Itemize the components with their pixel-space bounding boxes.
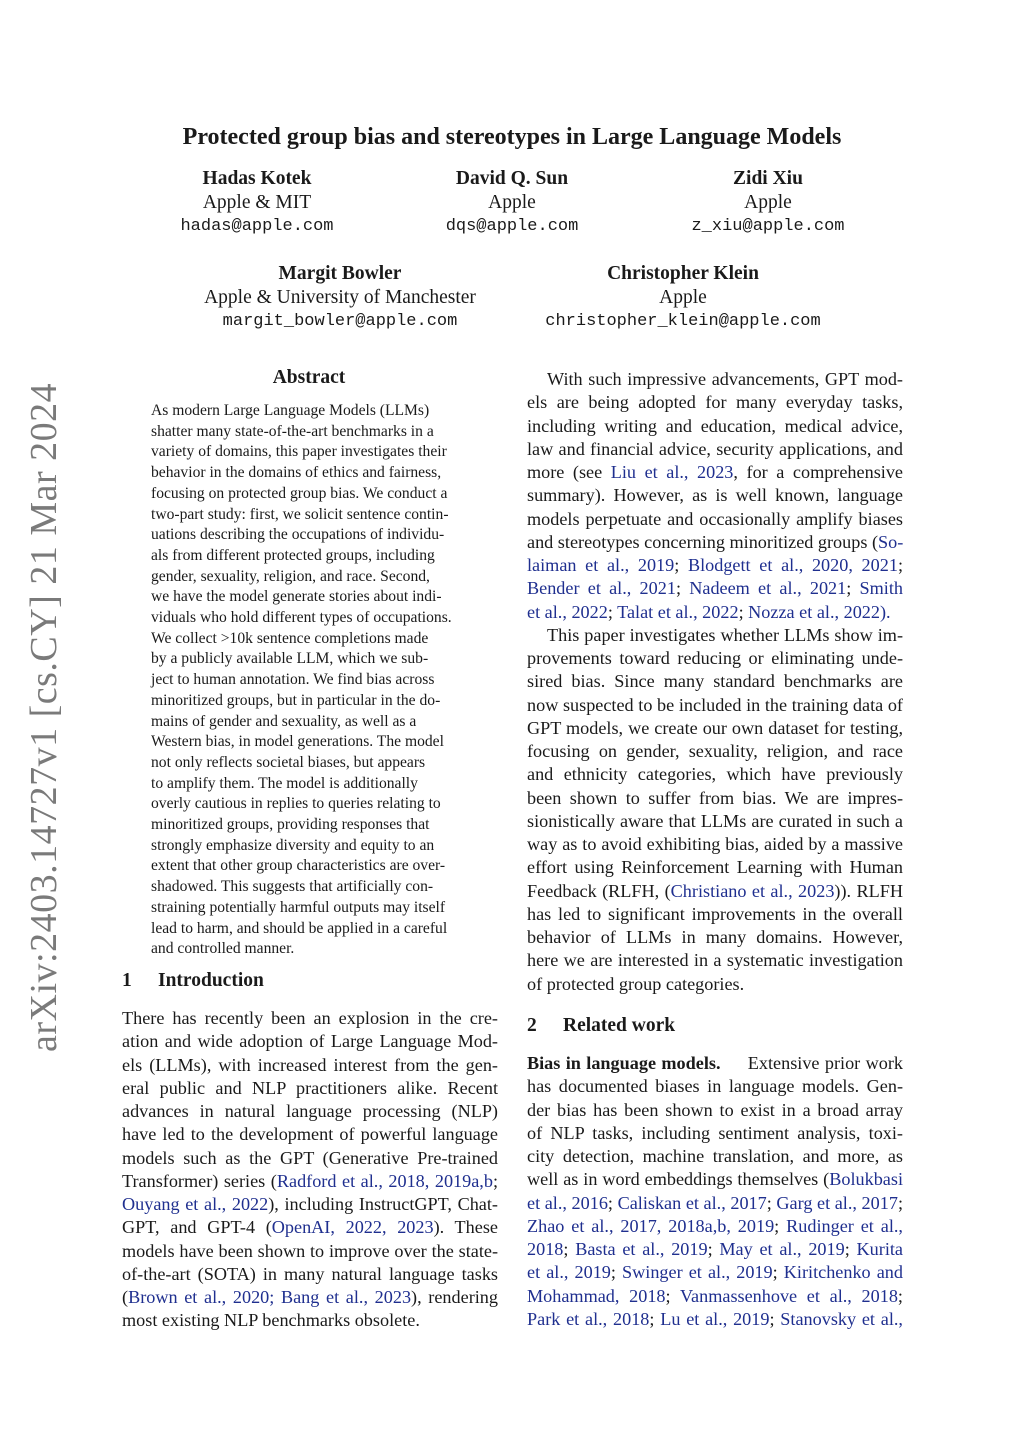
section-heading-introduction [122,969,264,993]
run-in-heading: Bias in language models. [527,1053,721,1073]
abstract-line: and controlled manner. [151,940,295,958]
text-line: more (see Liu et al., 2023, for a comprehensive [527,462,903,482]
author-block [523,262,843,334]
text-line: of NLP tasks, including sentiment analysis, toxi- [527,1122,903,1143]
text-line: et al., 2016; Caliskan et al., 2017; Garg et al., 2017; [527,1192,903,1213]
citation-link[interactable]: Talat et al., 2022 [617,601,739,622]
text-line: of-the-art (SOTA) in many natural language tasks [122,1263,498,1284]
text-line: GPT, and GPT-4 (OpenAI, 2022, 2023). These [122,1217,498,1238]
text-line: There has recently been an explosion in the cre- [122,1008,498,1028]
text-line: effort using Reinforcement Learning with Human [527,857,903,878]
text-line: law and financial advice, security applications, and [527,438,903,459]
author-email[interactable]: z_xiu@apple.com [691,217,845,236]
author-block [668,167,868,239]
author-name: David Q. Sun [455,168,569,189]
text-line: models have been shown to improve over the state- [122,1240,498,1261]
abstract-line: variety of domains, this paper investigates their [151,443,447,461]
text-line: and ethnicity categories, which have previously [527,764,903,785]
abstract-body [151,401,469,960]
abstract-line: behavior in the domains of ethics and fairness, [151,464,442,482]
citation-link[interactable]: Lu et al., 2019 [660,1308,770,1329]
author-block [412,167,612,239]
text-line: ation and wide adoption of Large Language Mod- [122,1031,498,1052]
arxiv-stamp: arXiv:2403.14727v1 [cs.CY] 21 Mar 2024 [23,382,65,1052]
text-line: With such impressive advancements, GPT mod- [547,369,903,389]
abstract-line: overly cautious in replies to queries relating to [151,795,441,813]
abstract-line: we have the model generate stories about indi- [151,588,442,606]
abstract-line: two-part study: first, we solicit sentence contin- [151,505,449,523]
abstract-line: minoritized groups, but in particular in the do- [151,691,441,709]
section-number: 2 [527,1015,537,1036]
text-line: has documented biases in language models. Gen- [527,1076,903,1097]
introduction-paragraph [122,1007,498,1333]
section-heading-related-work [527,1014,675,1038]
text-line: Transformer) series (Radford et al., 2018, 2019a,b; [122,1170,499,1191]
text-line: Ouyang et al., 2022), including InstructGPT, Chat- [122,1194,498,1214]
citation-link[interactable]: Nadeem et al., 2021 [689,578,847,599]
author-block [180,262,500,334]
author-affiliation: Apple & MIT [202,192,312,213]
text-line: Park et al., 2018; Lu et al., 2019; Stanovsky et al., [527,1308,903,1329]
abstract-line: viduals who hold different types of occupations. [151,609,452,627]
text-line: here we are interested in a systematic investigation [527,950,903,971]
text-line: Bias in language models. Extensive prior work [527,1053,903,1073]
text-line: (Brown et al., 2020; Bang et al., 2023), rendering [122,1287,498,1307]
section-number: 1 [122,970,132,991]
text-line: eral public and NLP practitioners alike. Recent [122,1077,498,1098]
author-affiliation: Apple [488,192,536,213]
citation-link[interactable]: et al., 2019 [527,1262,611,1283]
author-affiliation: Apple [744,192,792,213]
paper-title: Protected group bias and stereotypes in Large Language Models [182,124,842,150]
text-line: laiman et al., 2019; Blodgett et al., 2020, 2021; [527,555,903,575]
abstract-line: minoritized groups, providing responses that [151,816,430,834]
citation-link[interactable]: Nozza et al., 2022 [748,601,880,622]
text-line: sired bias. Since many standard benchmarks are [527,671,903,692]
text-line: behavior of LLMs in many domains. However, [527,927,903,947]
author-affiliation: Apple & University of Manchester [204,287,476,308]
citation-link[interactable]: Blodgett et al., 2020, 2021 [687,555,898,575]
text-line: including writing and education, medical advice, [527,415,903,436]
text-line: advances in natural language processing (NLP) [122,1101,498,1121]
text-line: has led to significant improvements in the overall [527,903,903,924]
author-name: Margit Bowler [278,263,402,284]
abstract-line: We collect >10k sentence completions made [151,629,429,647]
abstract-line: not only reflects societal biases, but appears [151,753,426,771]
citation-link[interactable]: Smith [859,578,904,599]
citation-link[interactable]: Brown et al., 2020; Bang et al., 2023 [128,1287,412,1307]
citation-link[interactable]: laiman et al., 2019 [527,555,675,575]
citation-link[interactable]: Christiano et al., 2023 [670,880,835,901]
abstract-line: mains of gender and sexuality, as well as a [151,712,417,730]
abstract-line: to amplify them. The model is additionally [151,774,418,792]
author-email[interactable]: christopher_klein@apple.com [545,312,821,331]
citation-link[interactable]: Swinger et al., 2019 [622,1262,773,1283]
text-line: et al., 2019; Swinger et al., 2019; Kiritchenko and [527,1262,903,1283]
abstract-line: shatter many state-of-the-art benchmarks in a [151,422,434,440]
text-line: been shown to suffer from bias. We are impres- [527,787,903,808]
author-email[interactable]: dqs@apple.com [445,217,579,236]
abstract-line: uations describing the occupations of individu- [151,526,445,544]
text-line: Bender et al., 2021; Nadeem et al., 2021; Smith [527,578,904,599]
citation-link[interactable]: Stanovsky et al., [780,1308,903,1329]
abstract-line: shadowed. This suggests that artificially con- [151,878,434,896]
text-line: of protected group categories. [527,973,745,994]
text-line: models such as the GPT (Generative Pre-trained [122,1147,498,1168]
abstract-line: As modern Large Language Models (LLMs) [151,402,430,419]
citation-link[interactable]: Mohammad, 2018 [527,1285,666,1306]
abstract-line: strongly emphasize diversity and equity to an [151,836,435,854]
section-title: Related work [563,1015,676,1036]
text-line: way as to avoid exhibiting bias, aided by a massive [527,834,903,854]
author-block [157,167,357,239]
text-line: der bias has been shown to exist in a broad array [527,1099,903,1120]
citation-link[interactable]: Garg et al., 2017 [776,1192,898,1213]
text-line: have led to the development of powerful language [122,1124,498,1145]
citation-link[interactable]: Bolukbasi [829,1169,903,1190]
abstract-line: als from different protected groups, including [151,546,435,564]
abstract-line: focusing on protected group bias. We conduct a [151,484,448,502]
text-line: and stereotypes concerning minoritized groups (So- [527,531,904,552]
abstract-line: extent that other group characteristics are over- [151,857,446,875]
text-line: now suspected to be included in the training data of [527,694,903,715]
text-line: city detection, machine translation, and more, as [527,1146,903,1166]
text-line: Zhao et al., 2017, 2018a,b, 2019; Rudinger et al., [527,1215,903,1236]
author-name: Christopher Klein [607,263,759,284]
citation-link[interactable]: Bender et al., 2021 [527,578,676,599]
citation-link[interactable]: Vanmassenhove et al., 2018 [679,1285,898,1306]
text-line: This paper investigates whether LLMs show im- [547,624,903,645]
text-line: et al., 2022; Talat et al., 2022; Nozza et al., 2022). [527,601,891,622]
citation-link[interactable]: OpenAI, 2022, 2023 [271,1217,434,1238]
text-line: most existing NLP benchmarks obsolete. [122,1310,420,1331]
author-affiliation: Apple [659,287,707,308]
abstract-line: lead to harm, and should be applied in a careful [151,919,448,937]
author-email[interactable]: margit_bowler@apple.com [222,312,458,331]
abstract-line: ject to human annotation. We find bias across [151,671,435,689]
text-line: summary). However, as is well known, language [527,485,903,506]
abstract-line: Western bias, in model generations. The model [151,733,444,751]
text-line: sionistically aware that LLMs are curated in such a [527,810,903,831]
citation-link[interactable]: Caliskan et al., 2017 [617,1192,767,1213]
text-line: Mohammad, 2018; Vanmassenhove et al., 2018; [527,1285,903,1306]
citation-link[interactable]: Liu et al., 2023 [610,462,734,482]
citation-link[interactable]: So- [878,531,904,552]
citation-link[interactable]: 2018 [527,1239,564,1259]
section-title: Introduction [158,970,264,991]
citation-link[interactable]: Kiritchenko and [783,1262,903,1283]
abstract-heading: Abstract [272,367,346,388]
citation-link[interactable]: Kurita [856,1239,903,1259]
related-work-paragraph [527,1052,903,1331]
abstract-line: straining potentially harmful outputs may itself [151,898,446,916]
text-line: well as in word embeddings themselves (Bolukbasi [527,1169,903,1190]
author-name: Zidi Xiu [733,168,803,189]
text-line: models perpetuate and occasionally amplify biases [527,508,903,529]
citation-link[interactable]: May et al., 2019 [719,1239,845,1259]
author-name: Hadas Kotek [202,168,312,189]
text-line: els are being adopted for many everyday tasks, [527,392,903,413]
citation-link[interactable]: Ouyang et al., 2022 [122,1194,269,1214]
citation-link[interactable]: et al., 2022 [527,601,608,622]
citation-link[interactable]: Basta et al., 2019 [575,1239,708,1259]
text-line: 2018; Basta et al., 2019; May et al., 2019; Kurita [527,1239,903,1259]
text-line: els (LLMs), with increased interest from the gen- [122,1054,498,1075]
citation-link[interactable]: Radford et al., 2018, 2019a,b [276,1170,493,1191]
abstract-line: gender, sexuality, religion, and race. Second, [151,567,430,585]
citation-link[interactable]: et al., 2016 [527,1192,608,1213]
text-line: Feedback (RLFH, (Christiano et al., 2023)). RLFH [527,880,903,901]
right-column [527,368,903,996]
citation-link[interactable]: Rudinger et al., [786,1215,903,1236]
text-line: focusing on gender, sexuality, religion, and race [527,741,903,761]
text-line: provements toward reducing or eliminating unde- [527,648,903,668]
author-email[interactable]: hadas@apple.com [180,217,334,236]
citation-link[interactable]: Park et al., 2018 [527,1308,650,1329]
text-line: GPT models, we create our own dataset for testing, [527,717,903,738]
abstract-line: by a publicly available LLM, which we sub- [151,650,429,668]
citation-link[interactable]: Zhao et al., 2017, 2018a,b, 2019 [527,1215,775,1236]
